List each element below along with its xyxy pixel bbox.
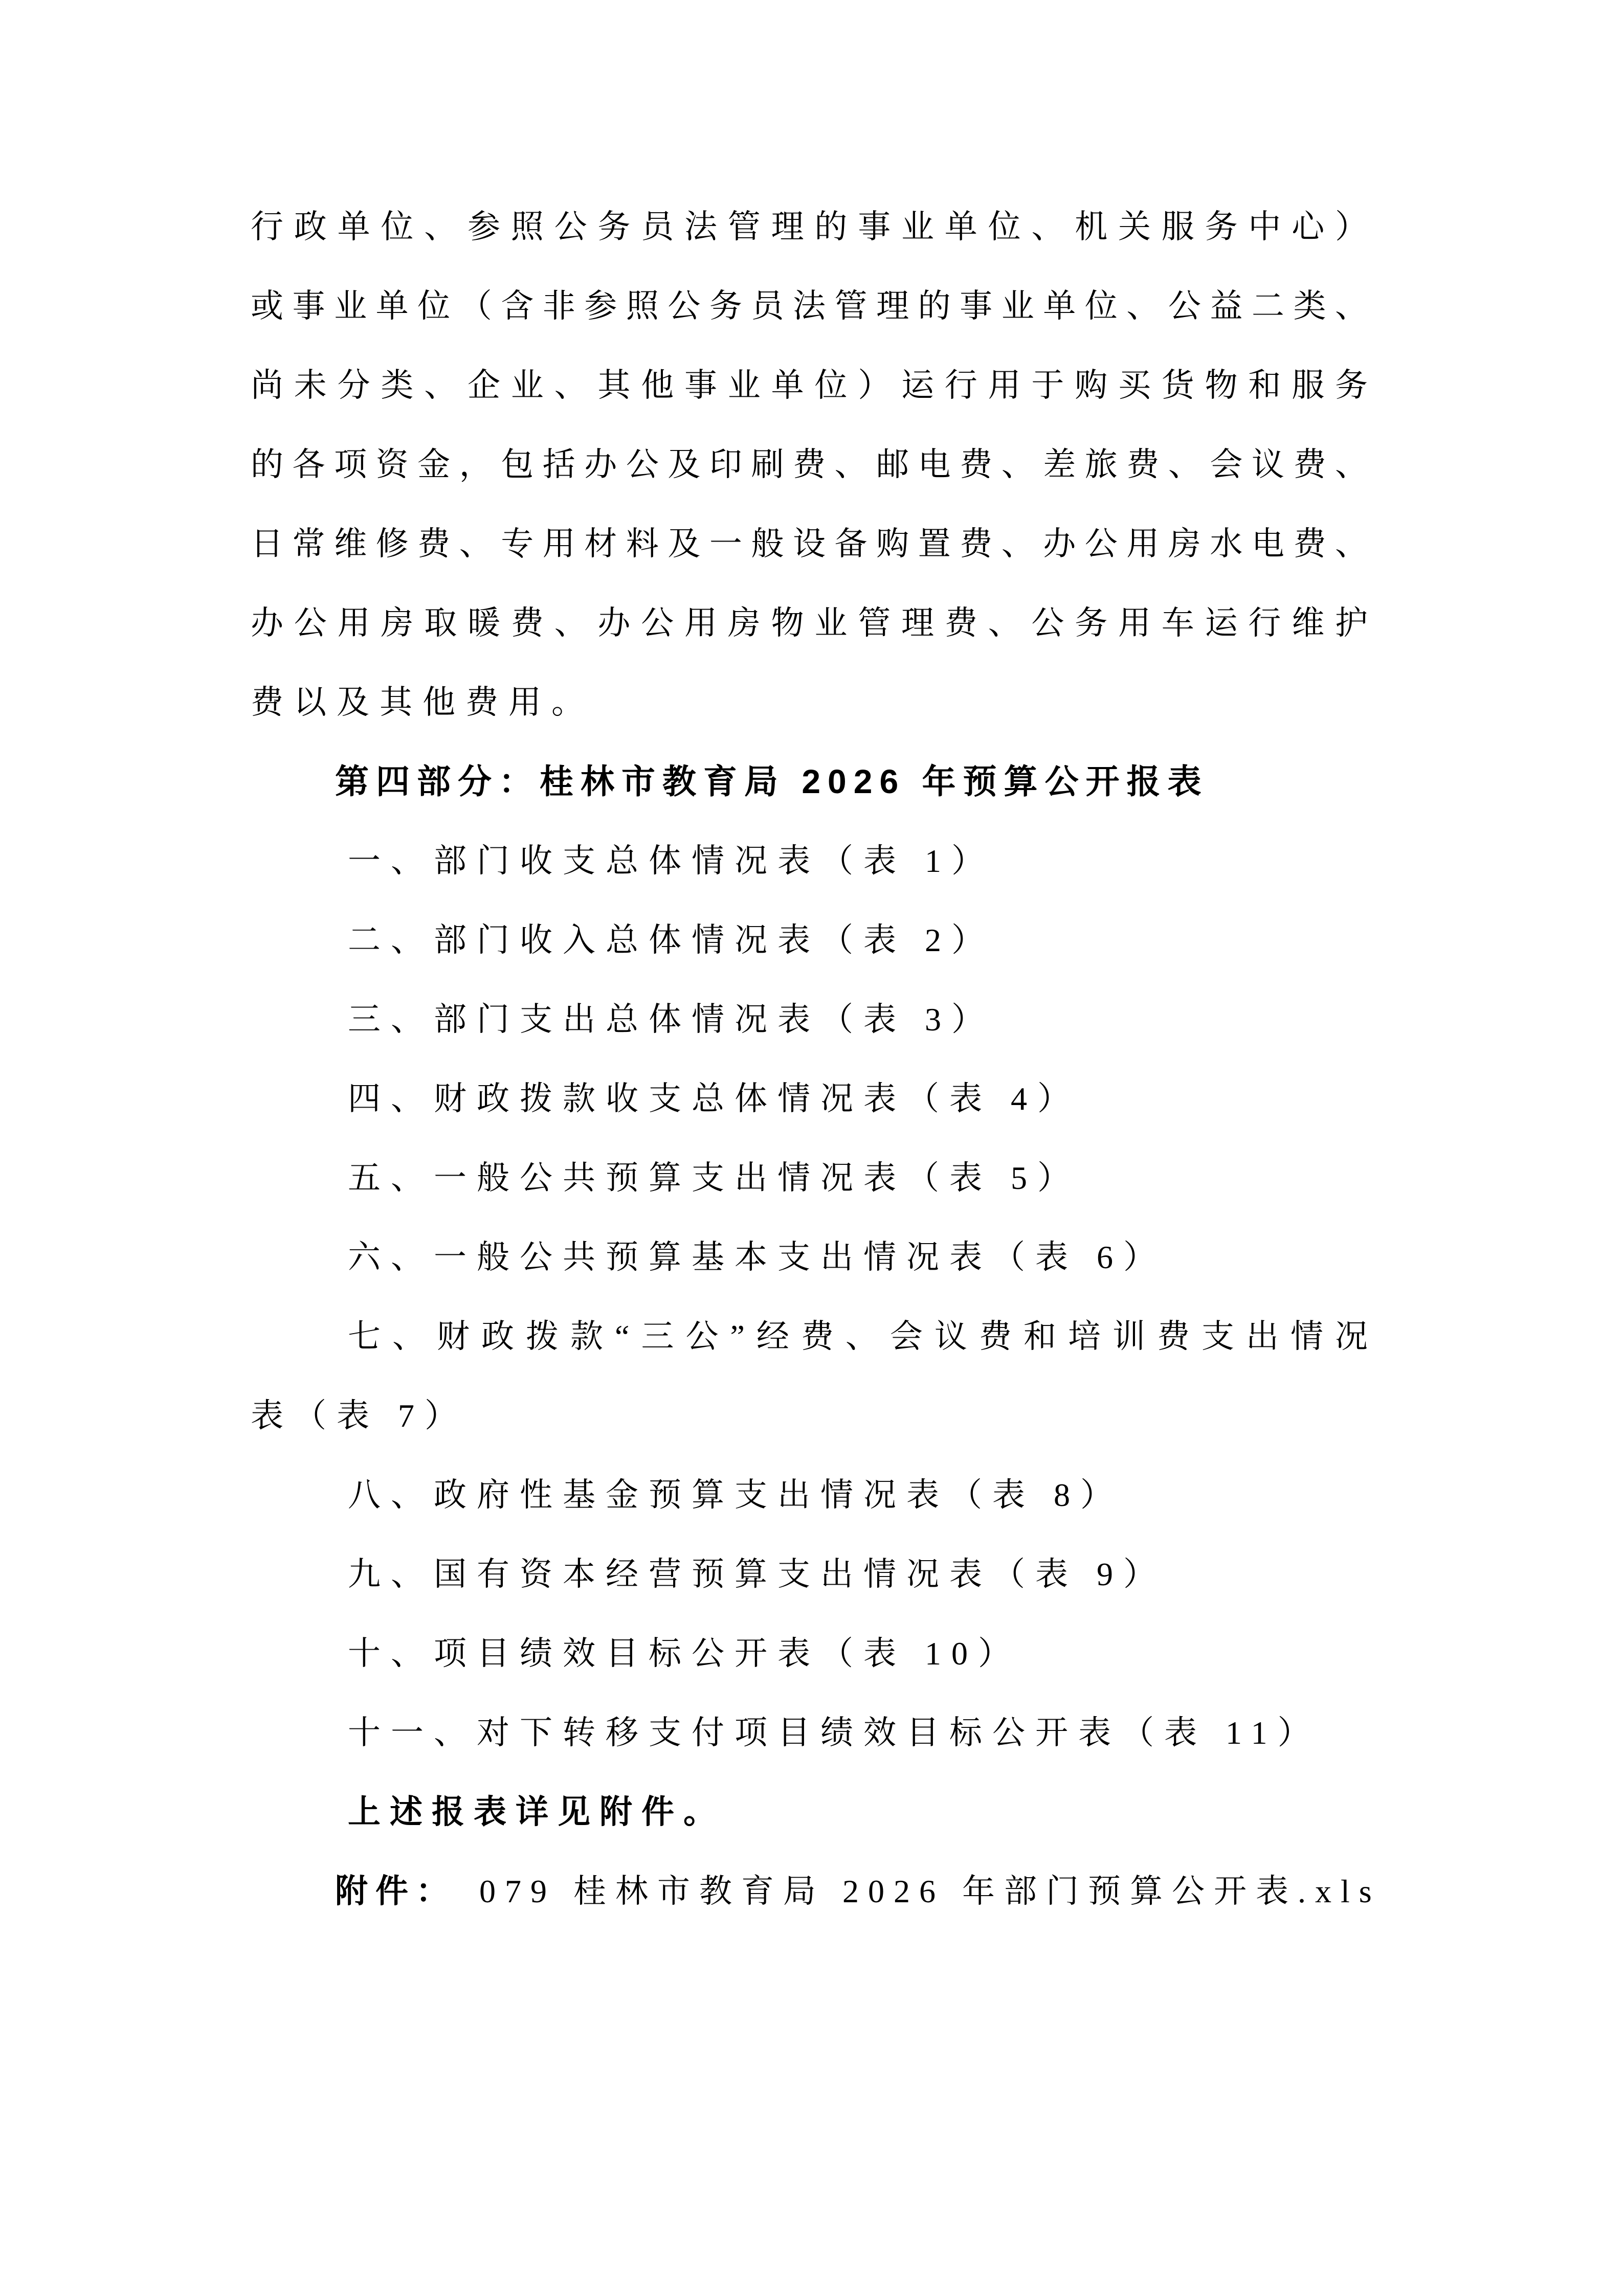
paragraph-last-line: 费以及其他费用。: [251, 684, 594, 721]
list-item-table-7-continuation: 表（表 7）: [251, 1398, 468, 1434]
paragraph-line: 的各项资金，包括办公及印刷费、邮电费、差旅费、会议费、: [251, 446, 1376, 483]
paragraph-line: 或事业单位（含非参照公务员法管理的事业单位、公益二类、: [251, 288, 1376, 324]
list-item-table-2: 二、部门收入总体情况表（表 2）: [348, 922, 994, 958]
page-content: [251, 187, 1381, 1931]
paragraph-line: 日常维修费、专用材料及一般设备购置费、办公用房水电费、: [251, 526, 1376, 562]
section-heading: 第四部分：桂林市教育局 2026 年预算公开报表: [335, 762, 1209, 800]
attachments-note: 上述报表详见附件。: [348, 1793, 725, 1830]
list-item-table-4: 四、财政拨款收支总体情况表（表 4）: [348, 1081, 1080, 1117]
list-item-table-9: 九、国有资本经营预算支出情况表（表 9）: [348, 1556, 1166, 1592]
paragraph-line: 行政单位、参照公务员法管理的事业单位、机关服务中心）: [251, 209, 1376, 245]
list-item-table-7: 七、财政拨款“三公”经费、会议费和培训费支出情况: [348, 1318, 1376, 1355]
attachment-label: 附件：: [335, 1873, 456, 1909]
list-item-table-5: 五、一般公共预算支出情况表（表 5）: [348, 1160, 1080, 1196]
attachment-filename: 079 桂林市教育局 2026 年部门预算公开表.xls: [479, 1873, 1381, 1909]
list-item-table-3: 三、部门支出总体情况表（表 3）: [348, 1001, 994, 1038]
list-item-table-1: 一、部门收支总体情况表（表 1）: [348, 843, 994, 879]
paragraph-line: 尚未分类、企业、其他事业单位）运行用于购买货物和服务: [251, 367, 1376, 403]
list-item-table-10: 十、项目绩效目标公开表（表 10）: [348, 1635, 1021, 1672]
attachment-line: [335, 1852, 1381, 1931]
list-item-table-11: 十一、对下转移支付项目绩效目标公开表（表 11）: [348, 1715, 1321, 1751]
paragraph-line: 办公用房取暖费、办公用房物业管理费、公务用车运行维护: [251, 605, 1376, 641]
list-item-table-8: 八、政府性基金预算支出情况表（表 8）: [348, 1477, 1123, 1513]
list-item-table-6: 六、一般公共预算基本支出情况表（表 6）: [348, 1239, 1166, 1275]
